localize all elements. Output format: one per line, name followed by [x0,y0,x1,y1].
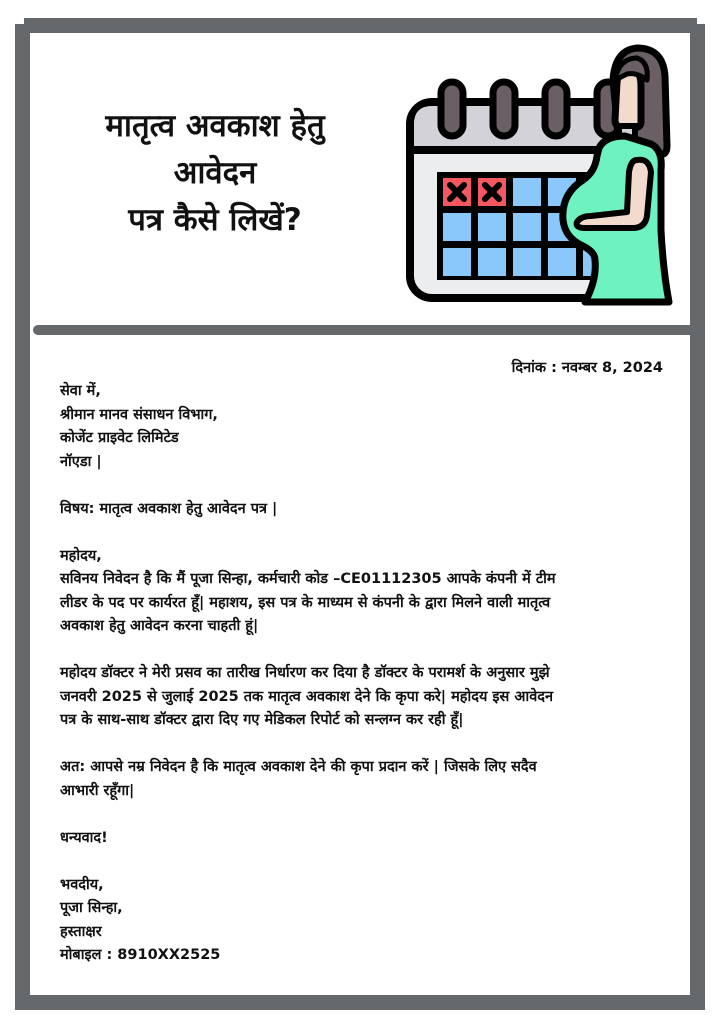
pregnant-woman-calendar-icon [405,40,675,310]
section-divider [33,325,690,335]
title-line-2: आवेदन [173,155,257,191]
address-salutation: सेवा में, [60,383,101,399]
paragraph-1-line-2: लीडर के पद पर कार्यरत हूँ| महाशय, इस पत्र के माध्यम से कंपनी के द्वारा मिलने वाली मातृत्व [60,594,551,611]
paragraph-1-line-3: अवकाश हेतु आवेदन करना चाहती हूं| [60,618,259,634]
paragraph-2-line-2: जनवरी 2025 से जुलाई 2025 तक मातृत्व अवकाश देने कि कृपा करे| महोदय इस आवेदन [60,688,554,705]
paragraph-3-line-1: अत: आपसे नम्र निवेदन है कि मातृत्व अवकाश देने की कृपा प्रदान करें | जिसके लिए सदैव [60,759,537,775]
signature-name: पूजा सिन्हा, [60,900,123,916]
page-title [30,103,400,244]
paragraph-2-line-3: पत्र के साथ-साथ डॉक्टर द्वारा दिए गए मेडिकल रिपोर्ट को सन्लग्न कर रही हूँ| [60,712,464,728]
letter-date: दिनांक : नवम्बर 8, 2024 [511,360,663,376]
title-line-3: पत्र कैसे लिखें? [128,202,302,238]
greeting: महोदय, [60,547,102,564]
signature-mobile: मोबाइल : 8910XX2525 [60,947,221,963]
address-line-1: श्रीमान मानव संसाधन विभाग, [60,406,218,423]
signature-closing: भवदीय, [60,876,104,893]
paragraph-2-line-1: महोदय डॉक्टर ने मेरी प्रसव का तारीख निर्धारण कर दिया है डॉक्टर के परामर्श के अनुसार मुझे [60,665,550,681]
letter-body [60,380,670,968]
thanks: धन्यवाद! [60,829,108,846]
letter-page [30,33,690,995]
paragraph-3-line-2: आभारी रहूँगा| [60,782,135,799]
title-line-1: मातृत्व अवकाश हेतु [105,108,325,144]
letter-subject: विषय: मातृत्व अवकाश हेतु आवेदन पत्र | [60,500,278,517]
address-line-3: नॉएडा | [60,453,102,470]
paragraph-1-line-1: सविनय निवेदन है कि मैं पूजा सिन्हा, कर्मचारी कोड –CE01112305 आपके कंपनी में टीम [60,571,556,587]
signature-label: हस्ताक्षर [60,923,102,940]
address-line-2: कोजेंट प्राइवेट लिमिटेड [60,430,179,446]
